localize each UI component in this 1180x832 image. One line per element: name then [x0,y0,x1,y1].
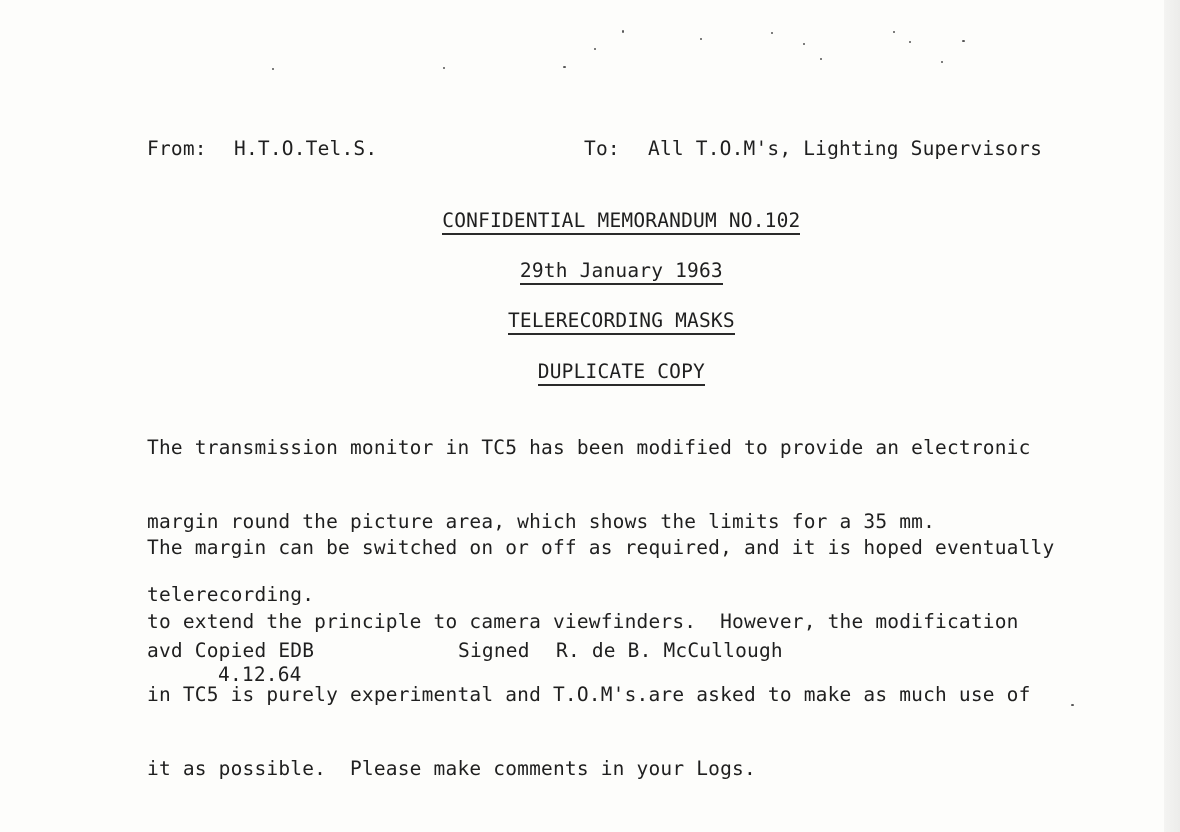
paper-speck [962,40,965,42]
paper-speck [443,67,445,69]
to-value: All T.O.M's, Lighting Supervisors [648,137,1043,160]
paragraph-line: it as possible. Please make comments in your Logs. [147,756,756,780]
paper-speck [820,58,822,60]
paper-speck [909,41,911,43]
paper-speck [622,30,624,33]
paragraph-line: in TC5 is purely experimental and T.O.M's.are asked to make as much use of [147,683,1031,706]
paragraph-line: to extend the principle to camera viewfinders. However, the modification [147,609,1019,633]
paper-speck [771,32,773,34]
paper-edge-shadow [1164,0,1180,832]
from-value: H.T.O.Tel.S. [234,137,378,160]
paper-speck [893,31,895,33]
signatory-name: R. de B. McCullough [556,639,783,662]
paper-speck [594,48,596,50]
paragraph-line: The margin can be switched on or off as required, and it is hoped eventually [147,536,1055,559]
memo-subject: TELERECORDING MASKS [508,310,735,335]
paragraph-line: margin round the picture area, which shows the limits for a 35 mm. [147,509,936,533]
from-label: From: [147,137,207,160]
paper-speck [941,61,943,63]
to-label: To: [584,137,620,160]
copy-note: DUPLICATE COPY [538,361,705,386]
paper-speck [563,66,566,68]
paragraph-line: The transmission monitor in TC5 has been modified to provide an electronic [147,436,1031,459]
paragraph-line: telerecording. [147,583,315,606]
paper-speck [1071,704,1074,706]
paper-speck [700,38,702,40]
signed-label: Signed [458,639,530,662]
paper-speck [803,43,805,45]
copied-date: 4.12.64 [218,663,302,686]
memo-number: CONFIDENTIAL MEMORANDUM NO.102 [442,210,800,235]
memo-date: 29th January 1963 [520,260,723,285]
copied-note: avd Copied EDB [147,639,315,662]
paper-speck [272,68,274,70]
